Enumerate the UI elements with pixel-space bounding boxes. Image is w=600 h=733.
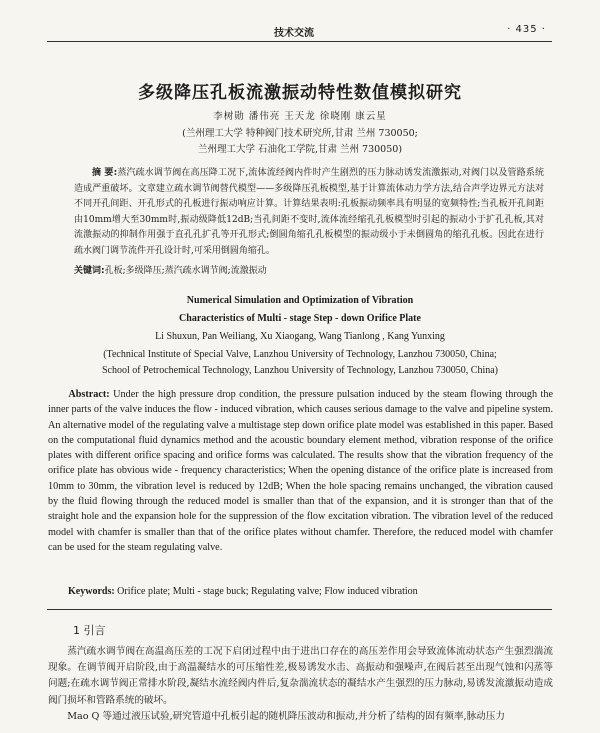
chinese-abstract-text: 蒸汽疏水调节阀在高压降工况下,流体流经阀内件时产生剧烈的压力脉动诱发流激振动,对阀门以及管路系统造成严重破坏。文章建立疏水调节阀替代模型——多级降压孔板模型,基于计算流体动力学方法,结合声学边界元方法对不同开孔间距、开孔形式的孔板进行振动响应计算。计算结果表明:孔板振动频率具有明显的宽频特性;当孔板开孔间距由10mm增大至30mm时,振动级降低12dB;当孔间距不变时,流体流经缩孔孔板模型时引起的振动小于扩孔孔板,其对流激振动的抑制作用强于直孔孔扩孔等开孔形式;倒圆角缩孔孔板模型的振动级小于未倒圆角的缩孔孔板。因此在进行疏水阀门调节流件开孔设计时,可采用倒圆角缩孔。	[74, 168, 545, 256]
english-abstract-label: Abstract:	[68, 389, 110, 400]
english-keywords	[48, 586, 553, 597]
english-affiliation-1: (Technical Institute of Special Valve, Lanzhou University of Technology, Lanzhou 730050, China;	[103, 349, 497, 360]
chinese-affiliation-2: 兰州理工大学 石油化工学院,甘肃 兰州 730050)	[197, 144, 403, 155]
english-abstract	[48, 387, 553, 555]
english-title-line-1: Numerical Simulation and Optimization of Vibration	[186, 295, 414, 306]
chinese-title: 多级降压孔板流激振动特性数值模拟研究	[138, 83, 462, 103]
header-rule	[47, 41, 552, 42]
chinese-affiliation-1: (兰州理工大学 特种阀门技术研究所,甘肃 兰州 730050;	[182, 128, 418, 139]
introduction-body	[48, 644, 553, 725]
english-keywords-label: Keywords:	[68, 586, 115, 597]
running-header	[0, 24, 600, 40]
english-title-line-2: Characteristics of Multi - stage Step - down Orifice Plate	[179, 313, 421, 324]
section-heading-introduction: 1 引言	[73, 624, 106, 637]
header-section-title: 技术交流	[274, 28, 314, 39]
chinese-keywords-text: 孔板;多级降压;蒸汽疏水调节阀;流激振动	[104, 266, 267, 276]
introduction-paragraph-1: 蒸汽疏水调节阀在高温高压差的工况下启闭过程中由于进出口存在的高压差作用会导致流体流动状态产生强烈湍流现象。在调节阀开启阶段,由于高温凝结水的可压缩性差,极易诱发水击、高振动和强噪声,在阀后甚至出现气蚀和闪蒸等问题;在疏水调节阀正常排水阶段,凝结水流经阀内件后,复杂湍流状态的凝结水产生强烈的压力脉动,易诱发流激振动造成阀门损坏和管路系统的破坏。	[48, 646, 553, 706]
chinese-abstract-label: 摘 要:	[92, 168, 118, 178]
english-affiliation-2: School of Petrochemical Technology, Lanzhou University of Technology, Lanzhou 730050, China)	[101, 365, 498, 376]
chinese-keywords	[74, 263, 544, 276]
english-keywords-text: Orifice plate; Multi - stage buck; Regulating valve; Flow induced vibration	[117, 586, 418, 597]
chinese-abstract	[74, 166, 544, 260]
chinese-authors: 李树勋 潘伟亮 王天龙 徐晓刚 康云星	[213, 111, 387, 122]
chinese-keywords-label: 关键词:	[74, 266, 105, 276]
english-authors: Li Shuxun, Pan Weiliang, Xu Xiaogang, Wang Tianlong , Kang Yunxing	[155, 331, 445, 342]
header-page-number: · 435 ·	[507, 24, 546, 35]
introduction-paragraph-2: Mao Q 等通过液压试验,研究管道中孔板引起的随机降压波动和振动,并分析了结构的固有频率,脉动压力	[67, 710, 505, 722]
english-abstract-text: Under the high pressure drop condition, the pressure pulsation induced by the steam flowing through the inner parts of the valve induces the flow - induced vibration, which causes serious damage to the valve and pipeline system. An alternative model of the regulating valve a multistage step down orifice plate model was established in this paper. Based on the computational fluid dynamics method and the acoustic boundary element method, vibration response of the orifice plates with different orifice spacing and orifice forms was calculated. The results show that the vibration frequency of the orifice plate has obvious wide - frequency characteristics; When the opening distance of the orifice plate is increased from 10mm to 30mm, the vibration level is reduced by 12dB; When the hole spacing remains unchanged, the vibration caused by the fluid flowing through the reduced model is smaller than that of the expansion, and it is stronger than that of the straight hole and the expansion hole for the suppression of the flow excitation vibration. The vibration level of the reduced model with chamfer is smaller than that of the orifice plates without chamfer. Therefore, the reduced model with chamfer can be used for the steam regulating valve.	[48, 389, 553, 553]
section-divider	[47, 609, 552, 610]
